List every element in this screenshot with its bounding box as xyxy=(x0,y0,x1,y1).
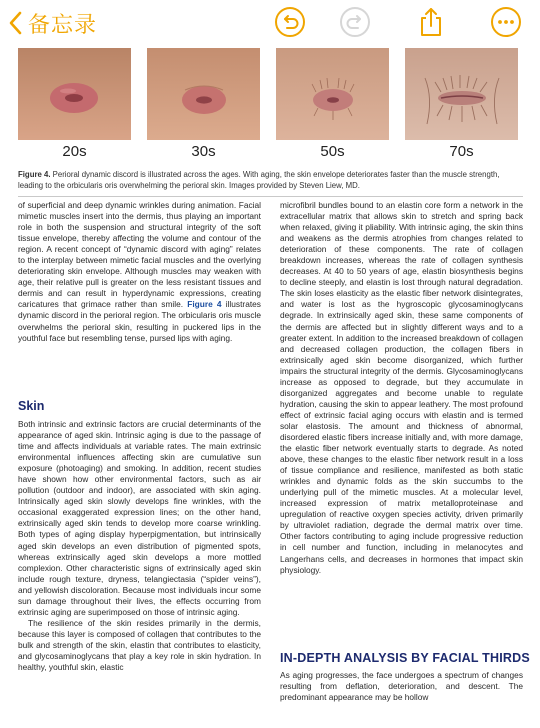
figure-perioral-aging xyxy=(18,48,518,164)
right-column-skin xyxy=(280,200,523,576)
share-button[interactable] xyxy=(414,5,448,39)
paragraph: The resilience of the skin resides primarily in the dermis, because this layer is composed of collagen that contributes to the bulk and strength of the skin, elastin that contributes to elasticity, and glycosaminoglycans that play a key role in skin hydration. In healthy, youthful skin, elastic xyxy=(18,617,261,673)
figure-panel-20s xyxy=(18,48,131,164)
age-label: 50s xyxy=(276,140,389,164)
figure-reference-link[interactable]: Figure 4 xyxy=(187,299,222,310)
top-nav-bar xyxy=(0,0,540,46)
paragraph: microfibril bundles bound to an elastin core form a network in the extracellular matrix that allows skin to stretch and spring back when relaxed, giving it pliability. With intrinsic aging, the skin thins and weakens as the dermis atrophies from changes related to deterioration of these components. The rate of collagen breakdown increases, whereas the rate of collagen synthesis decreases. At 40 to 50 years of age, elastin biosynthesis begins to decline steeply, and elastin is lost through natural degradation. The skin loses elasticity as the elastic fiber network disintegrates, and water is lost as the hygroscopic glycosaminoglycans degrade. In extrinsically aged skin, these same components of the dermis are affected but in slightly different ways and to a greater extent. In addition to the increased breakdown of collagen and decreased collagen production, the collagen fibers in extrinsically aged skin become disorganized, which further impairs the structural integrity of the dermis. Glycosaminoglycans increase as opposed to degrade, but they accumulate in disorganized aggregates and become unable to regulate hydration, causing the skin to appear leathery. The most profound effect of extrinsic facial aging occurs with elastin and is termed solar elastosis. The amount and thickness of abnormal, disordered elastic fibers increase initially and, with more damage, the elastic fiber network eventually starts to degrade. As noted above, these changes to the elastic fiber network result in a loss of tissue compliance and resilience, manifested as both static wrinkles and dynamic folds as the skin succumbs to the underlying pull of the mimetic muscles. At a molecular level, increased expression of matrix metalloproteinase and upregulation of reactive oxygen species activity, driven primarily by ultraviolet radiation, degrade the dermal matrix over time. Other factors contributing to aging include progressive reduction in cell number and function, including in melanocytes and Langerhans cells, and decreases in hormones that impact skin physiology. xyxy=(280,200,523,575)
left-column-intro xyxy=(18,200,261,344)
figure-panel-70s xyxy=(405,48,518,164)
paragraph-text: of superficial and deep dynamic wrinkles during animation. Facial mimetic muscles insert into the dermis, thus playing an important role in both the suspension and structural integrity of the soft tissue envelope, thereby affecting the volume and contour of the region. A recent concept of “dynamic discord with aging” relates to the interplay between mimetic facial muscles and the overlying deteriorating skin envelope. Although muscles may weaken with age, their relative pull is greater on the less resistant tissues and dermis and can result in hyperdynamic expressions, creating caricatures that grimace rather than smile. xyxy=(18,200,261,310)
share-icon xyxy=(416,6,446,38)
right-column-indepth xyxy=(280,670,523,703)
undo-button[interactable] xyxy=(273,5,307,39)
section-heading-skin: Skin xyxy=(18,399,45,413)
paragraph: As aging progresses, the face undergoes a spectrum of changes resulting from deflation, deterioration, and descent. The predominant appearance may be hollow xyxy=(280,670,523,703)
age-label: 70s xyxy=(405,140,518,164)
divider xyxy=(18,196,523,197)
lips-photo-30s xyxy=(147,48,260,140)
figure-caption xyxy=(18,169,523,191)
back-button[interactable] xyxy=(8,6,97,40)
more-icon xyxy=(490,6,522,38)
more-button[interactable] xyxy=(489,5,523,39)
left-column-skin xyxy=(18,419,261,673)
section-heading-indepth: IN-DEPTH ANALYSIS BY FACIAL THIRDS xyxy=(280,651,530,665)
caption-text: Perioral dynamic discord is illustrated across the ages. With aging, the skin envelope deteriorates faster than the muscle strength, leading to the orbicularis oris overwhelming the perioral skin. Images provided by Steven Liew, MD. xyxy=(18,170,500,190)
undo-icon xyxy=(274,6,306,38)
age-label: 20s xyxy=(18,140,131,164)
age-label: 30s xyxy=(147,140,260,164)
redo-button[interactable] xyxy=(338,5,372,39)
lips-photo-20s xyxy=(18,48,131,140)
back-label: 备忘录 xyxy=(28,12,98,38)
paragraph xyxy=(18,200,261,344)
redo-icon xyxy=(339,6,371,38)
caption-label: Figure 4. xyxy=(18,170,51,179)
paragraph-text: illustrates dynamic discord in the perioral region. The orbicularis oris muscle overwhelms the perioral skin, resulting in puckered lips in the youthful face but resembling tense, pursed lips with aging. xyxy=(18,299,261,343)
figure-panel-50s xyxy=(276,48,389,164)
figure-panel-30s xyxy=(147,48,260,164)
lips-photo-50s xyxy=(276,48,389,140)
lips-photo-70s xyxy=(405,48,518,140)
paragraph: Both intrinsic and extrinsic factors are crucial determinants of the appearance of aged skin. Intrinsic aging is due to the passage of time and affects individuals at variable rates. The main extrinsic environmental influences affecting skin are cumulative sun exposure (photoaging) and smoking. In addition, recent studies have shown how other environmental factors, such as air pollution (outdoor and indoor), are associated with skin aging. Intrinsically aged skin slowly develops fine wrinkles, with the occasional exaggerated expression lines; on the other hand, extrinsically aged skin tends to develop more coarse wrinkling. Both types of aging display hyperpigmentation, but intrinsically aged skin develops an even distribution of pigmented spots, whereas extrinsically aged skin develops a more mottled complexion. Other characteristic signs of extrinsically aged skin include rough texture, dryness, telangiectasia (“spider veins”), and yellowish discoloration. Because most individuals incur some sun damage throughout their lives, the effects occurring from extrinsic aging are superimposed on those of intrinsic aging. xyxy=(18,419,261,617)
chevron-left-icon xyxy=(8,11,22,35)
